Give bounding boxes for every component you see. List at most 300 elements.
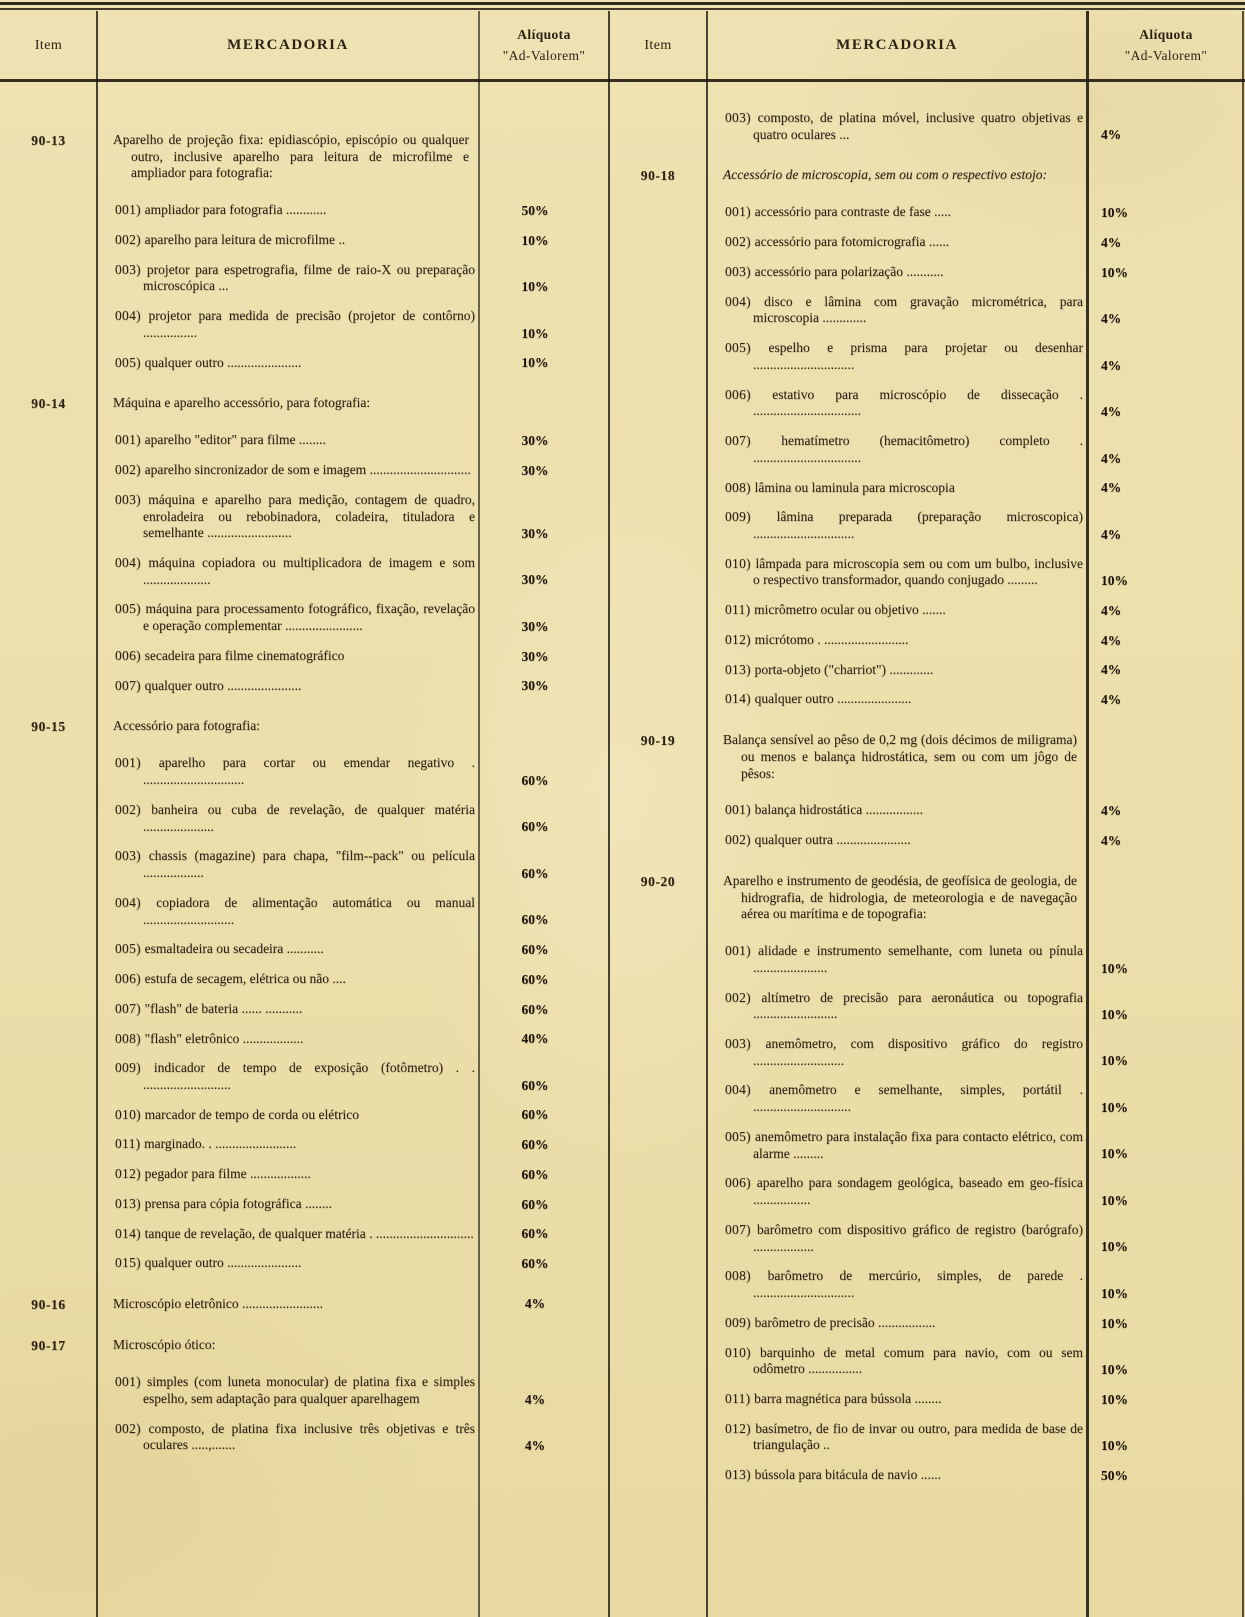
entry-text: 001) alidade e instrumento semelhante, com luneta ou pínula ...................... xyxy=(725,943,1083,975)
tariff-entry xyxy=(609,1315,1245,1332)
item-code-spacer xyxy=(609,1331,707,1332)
item-code-spacer xyxy=(609,1068,707,1069)
entry-text: 013) porta-objeto ("charriot") ............. xyxy=(725,661,934,677)
item-code-spacer xyxy=(0,1241,97,1242)
entry-text: 002) altímetro de precisão para aeronáutica ou topografia ......................... xyxy=(725,989,1083,1022)
tariff-entry xyxy=(609,1175,1245,1208)
item-code-spacer xyxy=(0,927,97,928)
table-halves xyxy=(0,11,1245,1497)
entry-text: 005) qualquer outro ...................... xyxy=(115,354,302,370)
entry-number: 007) xyxy=(115,1000,145,1016)
section-heading: Máquina e aparelho accessório, para fotografia: xyxy=(113,395,371,411)
tariff-entry xyxy=(609,832,1245,849)
entry-number: 002) xyxy=(115,801,152,817)
entry-number: 009) xyxy=(725,1314,755,1330)
entry-text: 012) pegador para filme .................. xyxy=(115,1166,311,1182)
item-code-spacer xyxy=(0,1182,97,1183)
section-heading: Balança sensível ao pêso de 0,2 mg (dois décimos de miligrama) ou menos e balança hidrostática, sem ou com um jôgo de pêsos: xyxy=(723,732,1077,781)
item-code-spacer xyxy=(0,881,97,882)
entry-text: 001) balança hidrostática ................. xyxy=(725,802,923,818)
entry-number: 008) xyxy=(725,1268,768,1284)
entry-text: 002) aparelho sincronizador de som e imagem .............................. xyxy=(115,462,471,478)
tariff-entry xyxy=(0,555,609,588)
right-table-half xyxy=(609,11,1245,1497)
item-code: 90-15 xyxy=(31,719,66,735)
tariff-entry xyxy=(0,1060,609,1093)
tariff-entry xyxy=(609,294,1245,327)
item-code-spacer xyxy=(609,1208,707,1209)
entry-text: 013) bússola para bitácula de navio ...... xyxy=(725,1467,941,1483)
item-code-spacer xyxy=(609,142,707,143)
item-code-spacer xyxy=(0,1122,97,1123)
entry-text: 008) lâmina ou laminula para microscopia xyxy=(725,479,955,495)
entry-text: 007) "flash" de bateria ...... ........... xyxy=(115,1000,303,1016)
rate-value: 60% xyxy=(521,865,549,881)
rate-value: 10% xyxy=(1101,1239,1128,1255)
tariff-entry xyxy=(0,1196,609,1213)
rate-value: 60% xyxy=(521,1166,549,1182)
rate-value: 60% xyxy=(521,1196,549,1212)
entry-number: 013) xyxy=(725,661,755,677)
item-code-spacer xyxy=(0,370,97,371)
rate-value: 10% xyxy=(1101,1285,1128,1301)
section-heading-row xyxy=(0,395,609,412)
tariff-entry xyxy=(609,110,1245,143)
entry-number: 001) xyxy=(115,1374,148,1390)
item-code-spacer xyxy=(0,987,97,988)
item-code: 90-14 xyxy=(31,396,66,412)
entry-number: 004) xyxy=(115,308,149,324)
tariff-entry xyxy=(0,492,609,542)
rate-value: 4% xyxy=(1101,602,1122,618)
rate-value: 60% xyxy=(521,942,549,958)
tariff-entry xyxy=(609,1082,1245,1115)
right-table-header xyxy=(609,11,1245,80)
entry-number: 003) xyxy=(115,261,147,277)
tariff-entry xyxy=(609,943,1245,976)
rate-value: 30% xyxy=(521,618,549,634)
rate-value: 10% xyxy=(521,232,549,248)
item-code-spacer xyxy=(609,618,707,619)
entry-text: 001) simples (com luneta monocular) de platina fixa e simples espelho, sem adaptação para qualquer aparelhagem xyxy=(115,1374,475,1406)
entry-number: 010) xyxy=(115,1106,145,1122)
rate-value: 50% xyxy=(1101,1467,1128,1483)
item-code-spacer xyxy=(0,1017,97,1018)
rate-value: 4% xyxy=(1101,234,1122,250)
entry-number: 007) xyxy=(725,433,782,449)
mercadoria-column-header: MERCADORIA xyxy=(836,37,958,53)
tariff-entry xyxy=(609,632,1245,649)
entry-text: 014) qualquer outro ...................... xyxy=(725,691,912,707)
item-code-spacer xyxy=(609,1483,707,1484)
item-code-spacer xyxy=(0,448,97,449)
item-code-spacer xyxy=(0,248,97,249)
item-code-spacer xyxy=(609,466,707,467)
entry-number: 001) xyxy=(725,802,755,818)
entry-text: 008) barômetro de mercúrio, simples, de parede . .............................. xyxy=(725,1268,1083,1301)
section-heading: Aparelho e instrumento de geodésia, de geofísica de geologia, de hidrografia, de hidrologia, de meteorologia e de navegação aérea ou marítima e de topografia: xyxy=(723,872,1077,922)
item-code: 90-17 xyxy=(31,1338,66,1354)
tariff-section xyxy=(609,873,1245,1484)
rate-value: 4% xyxy=(1101,311,1122,327)
entry-number: 005) xyxy=(115,941,145,957)
rate-value: 60% xyxy=(521,819,549,835)
rate-value: 30% xyxy=(521,678,549,694)
tariff-section xyxy=(0,1296,609,1313)
entry-text: 004) disco e lâmina com gravação micrométrica, para microscopia ............. xyxy=(725,293,1083,326)
tariff-entry xyxy=(0,262,609,295)
tariff-entry xyxy=(0,601,609,634)
item-code-spacer xyxy=(609,818,707,819)
entry-number: 005) xyxy=(115,601,146,617)
entry-number: 007) xyxy=(725,1221,757,1237)
entry-text: 011) micrômetro ocular ou objetivo ....... xyxy=(725,602,946,618)
rate-value: 10% xyxy=(1101,205,1128,221)
rate-value: 60% xyxy=(521,1137,549,1153)
entry-number: 005) xyxy=(115,354,145,370)
item-code-spacer xyxy=(609,648,707,649)
item-code-spacer xyxy=(609,1377,707,1378)
tariff-entry xyxy=(609,662,1245,679)
entry-number: 004) xyxy=(115,555,149,571)
rate-value: 4% xyxy=(1101,803,1122,819)
tariff-entry xyxy=(0,1107,609,1124)
rate-value: 10% xyxy=(1101,264,1128,280)
section-heading-row xyxy=(0,132,609,182)
entry-number: 009) xyxy=(725,509,777,525)
entry-number: 002) xyxy=(115,1420,149,1436)
rate-value: 10% xyxy=(1101,960,1128,976)
tariff-entry xyxy=(609,1345,1245,1378)
entry-text: 010) barquinho de metal comum para navio, com ou sem odômetro ................ xyxy=(725,1344,1084,1377)
section-heading: Microscópio ótico: xyxy=(113,1337,216,1353)
item-code-spacer xyxy=(0,634,97,635)
rate-value: 10% xyxy=(1101,1315,1128,1331)
entry-number: 011) xyxy=(115,1136,145,1152)
tariff-entry xyxy=(0,232,609,249)
entry-number: 010) xyxy=(725,1344,760,1360)
entry-text: 002) qualquer outra ...................... xyxy=(725,832,911,848)
tariff-entry xyxy=(609,1391,1245,1408)
item-code-spacer xyxy=(609,495,707,496)
entry-number: 006) xyxy=(115,971,145,987)
tariff-section xyxy=(609,110,1245,143)
rate-value: 10% xyxy=(1101,573,1128,589)
entry-text: 006) secadeira para filme cinematográfico xyxy=(115,647,345,663)
rate-value: 60% xyxy=(521,971,549,987)
item-code-spacer xyxy=(0,693,97,694)
entry-text: 003) anemômetro, com dispositivo gráfico do registro ........................... xyxy=(725,1035,1083,1068)
entry-number: 002) xyxy=(725,832,755,848)
entry-number: 008) xyxy=(115,1030,145,1046)
rate-value: 10% xyxy=(1101,1192,1128,1208)
tariff-entry xyxy=(0,1421,609,1454)
section-heading-row xyxy=(0,1337,609,1354)
entry-number: 001) xyxy=(115,202,145,218)
top-rule-line-2 xyxy=(0,8,1245,10)
rate-value: 30% xyxy=(521,572,549,588)
rate-value: 4% xyxy=(524,1438,546,1454)
item-code-spacer xyxy=(609,677,707,678)
rate-value: 50% xyxy=(521,202,549,218)
item-code-spacer xyxy=(609,280,707,281)
rate-value: 10% xyxy=(521,355,549,371)
entry-text: 004) projetor para medida de precisão (projetor de contôrno) ................ xyxy=(115,308,475,340)
entry-number: 002) xyxy=(115,462,145,478)
entry-number: 011) xyxy=(725,1390,755,1406)
tariff-entry xyxy=(609,1421,1245,1454)
entry-text: 005) esmaltadeira ou secadeira ........... xyxy=(115,941,324,957)
left-table-half xyxy=(0,11,609,1497)
top-rule-line xyxy=(0,2,1245,5)
item-code-spacer xyxy=(609,976,707,977)
tariff-entry xyxy=(0,971,609,988)
section-heading: Microscópio eletrônico ........................ xyxy=(113,1296,323,1312)
item-code-spacer xyxy=(609,848,707,849)
rate-value: 60% xyxy=(521,1001,549,1017)
item-code-spacer xyxy=(0,1453,97,1454)
rate-value: 60% xyxy=(521,772,549,788)
tariff-entry xyxy=(0,1031,609,1048)
entry-text: 004) copiadora de alimentação automática ou manual ........................... xyxy=(115,894,475,927)
item-code-spacer xyxy=(0,664,97,665)
tariff-entry xyxy=(0,848,609,881)
tariff-entry xyxy=(609,433,1245,466)
item-code-spacer xyxy=(0,478,97,479)
tariff-entry xyxy=(0,355,609,372)
rate-value: 10% xyxy=(1101,1146,1128,1162)
entry-text: 009) barômetro de precisão ................. xyxy=(725,1314,936,1330)
entry-number: 002) xyxy=(725,234,755,250)
tariff-entry xyxy=(0,895,609,928)
tariff-section xyxy=(0,718,609,1272)
entry-number: 012) xyxy=(725,631,755,647)
entry-text: 004) máquina copiadora ou multiplicadora de imagem e som .................... xyxy=(115,555,475,587)
aliquota-column-header xyxy=(479,25,609,66)
tariff-entry xyxy=(0,1255,609,1272)
tariff-entry xyxy=(0,755,609,788)
rate-value: 30% xyxy=(521,433,549,449)
entry-number: 003) xyxy=(725,1035,766,1051)
item-code-spacer xyxy=(0,1046,97,1047)
item-code-spacer xyxy=(0,341,97,342)
aliquota-header-line2: "Ad-Valorem" xyxy=(1124,47,1208,63)
entry-number: 003) xyxy=(725,263,755,279)
item-code-spacer xyxy=(0,541,97,542)
item-code-spacer xyxy=(609,250,707,251)
entry-text: 011) marginado. . ........................ xyxy=(115,1136,297,1152)
item-code-spacer xyxy=(0,788,97,789)
item-code-spacer xyxy=(0,587,97,588)
entry-number: 015) xyxy=(115,1255,145,1271)
tariff-entry xyxy=(609,480,1245,497)
section-heading: Accessório de microscopia, sem ou com o respectivo estojo: xyxy=(723,167,1048,183)
entry-number: 004) xyxy=(725,293,765,309)
entry-text: 002) accessório para fotomicrografia ...... xyxy=(725,234,950,250)
entry-text: 013) prensa para cópia fotográfica ........ xyxy=(115,1195,333,1211)
tariff-entry xyxy=(0,1374,609,1407)
item-code-spacer xyxy=(609,1254,707,1255)
entry-number: 003) xyxy=(115,848,149,864)
item-code-spacer xyxy=(609,542,707,543)
entry-number: 014) xyxy=(725,691,755,707)
entry-text: 001) ampliador para fotografia ............ xyxy=(115,202,327,218)
item-code-spacer xyxy=(0,1152,97,1153)
entry-text: 001) aparelho "editor" para filme ........ xyxy=(115,432,326,448)
item-code-spacer xyxy=(609,1453,707,1454)
item-code-spacer xyxy=(0,1093,97,1094)
entry-text: 012) micrótomo . ......................... xyxy=(725,631,909,647)
rate-value: 10% xyxy=(1101,1053,1128,1069)
item-code-spacer xyxy=(0,1407,97,1408)
rate-value: 4% xyxy=(524,1296,546,1312)
tariff-entry xyxy=(0,678,609,695)
item-code: 90-16 xyxy=(31,1297,66,1313)
entry-text: 003) accessório para polarização ........... xyxy=(725,263,944,279)
rate-value: 60% xyxy=(521,1226,549,1242)
item-code: 90-20 xyxy=(640,873,676,889)
entry-text: 006) estufa de secagem, elétrica ou não .... xyxy=(115,971,346,987)
entry-number: 012) xyxy=(115,1166,145,1182)
entry-number: 006) xyxy=(725,1175,757,1191)
entry-text: 007) qualquer outro ...................... xyxy=(115,677,302,693)
rate-value: 4% xyxy=(1101,450,1122,466)
entry-number: 001) xyxy=(115,432,145,448)
left-table-header xyxy=(0,11,609,80)
aliquota-header-line2: "Ad-Valorem" xyxy=(502,47,586,63)
aliquota-column-header xyxy=(1087,25,1245,66)
entry-text: 010) lâmpada para microscopia sem ou com um bulbo, inclusive o respectivo transformador, quando conjugado ......... xyxy=(725,555,1083,588)
tariff-section xyxy=(0,132,609,371)
entry-text: 004) anemômetro e semelhante, simples, portátil . ............................. xyxy=(725,1082,1084,1115)
rate-value: 10% xyxy=(1101,1361,1128,1377)
entry-number: 011) xyxy=(725,602,755,618)
tariff-entry xyxy=(609,802,1245,819)
entry-number: 007) xyxy=(115,677,145,693)
item-code-spacer xyxy=(609,1161,707,1162)
item-code-spacer xyxy=(0,834,97,835)
tariff-entry xyxy=(609,387,1245,420)
section-heading-row xyxy=(609,167,1245,184)
tariff-section xyxy=(0,1337,609,1454)
rate-value: 10% xyxy=(1101,1099,1128,1115)
rate-value: 4% xyxy=(1101,357,1122,373)
rate-value: 4% xyxy=(1101,632,1122,648)
entry-number: 001) xyxy=(725,943,759,959)
rate-value: 60% xyxy=(521,912,549,928)
entry-text: 003) chassis (magazine) para chapa, "film--pack" ou película .................. xyxy=(115,848,475,881)
rate-value: 4% xyxy=(1101,480,1122,496)
item-code-spacer xyxy=(609,373,707,374)
entry-number: 003) xyxy=(115,491,149,507)
tariff-entry xyxy=(609,1222,1245,1255)
entry-text: 007) hematímetro (hemacitômetro) completo . ................................ xyxy=(725,433,1083,465)
rate-value: 10% xyxy=(521,325,549,341)
entry-number: 006) xyxy=(725,386,773,402)
tariff-entry xyxy=(609,1268,1245,1301)
tariff-entry xyxy=(0,941,609,958)
entry-text: 002) aparelho para leitura de microfilme .. xyxy=(115,231,346,247)
tariff-entry xyxy=(609,556,1245,589)
item-code-spacer xyxy=(0,957,97,958)
tariff-section xyxy=(609,167,1245,708)
tariff-entry xyxy=(609,1129,1245,1162)
tariff-entry xyxy=(609,602,1245,619)
tariff-entry xyxy=(0,308,609,341)
item-code-spacer xyxy=(609,326,707,327)
entry-text: 001) accessório para contraste de fase ..... xyxy=(725,204,952,220)
tariff-entry xyxy=(0,462,609,479)
tariff-entry xyxy=(0,1226,609,1243)
tariff-entry xyxy=(609,340,1245,373)
entry-text: 012) basímetro, de fio de invar ou outro, para medida de base de triangulação .. xyxy=(725,1420,1083,1453)
rate-value: 30% xyxy=(521,462,549,478)
tariff-entry xyxy=(0,1001,609,1018)
entry-number: 009) xyxy=(115,1060,154,1076)
item-code-spacer xyxy=(609,220,707,221)
rate-value: 10% xyxy=(1101,1006,1128,1022)
mercadoria-column-header: MERCADORIA xyxy=(227,37,349,53)
section-heading: Aparelho de projeção fixa: epidiascópio, episcópio ou qualquer outro, inclusive aparelho para leitura de microfilme e ampliador para fotografia: xyxy=(113,132,469,181)
item-code: 90-18 xyxy=(640,168,676,184)
tariff-entry xyxy=(609,204,1245,221)
item-code-spacer xyxy=(609,1407,707,1408)
entry-number: 013) xyxy=(115,1195,145,1211)
rate-value: 10% xyxy=(1101,1391,1128,1407)
section-heading-row xyxy=(609,873,1245,923)
tariff-section xyxy=(0,395,609,694)
tariff-entry xyxy=(609,1036,1245,1069)
entry-number: 002) xyxy=(115,231,145,247)
rate-value: 40% xyxy=(521,1031,549,1047)
right-column-body xyxy=(609,80,1245,1484)
item-code-spacer xyxy=(609,1115,707,1116)
item-column-header: Item xyxy=(34,37,63,53)
rate-value: 30% xyxy=(521,526,549,542)
item-code: 90-13 xyxy=(31,133,66,148)
entry-text: 008) "flash" eletrônico .................. xyxy=(115,1030,304,1046)
entry-text: 005) anemômetro para instalação fixa para contacto elétrico, com alarme ......... xyxy=(725,1128,1083,1161)
tariff-entry xyxy=(609,691,1245,708)
tariff-entry xyxy=(0,1166,609,1183)
entry-text: 007) barômetro com dispositivo gráfico de registro (barógrafo) .................. xyxy=(725,1221,1083,1254)
tariff-entry xyxy=(0,432,609,449)
tariff-entry xyxy=(609,509,1245,542)
item-code-spacer xyxy=(0,294,97,295)
item-code-spacer xyxy=(0,1212,97,1213)
entry-number: 005) xyxy=(725,340,769,356)
rate-value: 60% xyxy=(521,1107,549,1123)
entry-number: 010) xyxy=(725,555,756,571)
entry-number: 004) xyxy=(115,894,157,910)
tariff-entry xyxy=(609,264,1245,281)
rate-value: 60% xyxy=(521,1256,549,1272)
item-code-spacer xyxy=(609,419,707,420)
item-code-spacer xyxy=(609,1022,707,1023)
entry-text: 005) máquina para processamento fotográfico, fixação, revelação e operação complementar ....................... xyxy=(115,601,475,634)
rate-value: 4% xyxy=(1101,662,1122,678)
rate-value: 4% xyxy=(1101,127,1122,143)
item-code: 90-19 xyxy=(640,733,676,749)
tariff-entry xyxy=(609,1467,1245,1484)
item-code-spacer xyxy=(0,218,97,219)
entry-number: 001) xyxy=(115,755,159,771)
entry-number: 001) xyxy=(725,204,755,220)
entry-number: 012) xyxy=(725,1420,756,1436)
entry-text: 006) estativo para microscópio de dissecação . ................................ xyxy=(725,386,1084,419)
tariff-entry xyxy=(0,202,609,219)
entry-text: 009) indicador de tempo de exposição (fotômetro) . . .......................... xyxy=(115,1060,475,1092)
